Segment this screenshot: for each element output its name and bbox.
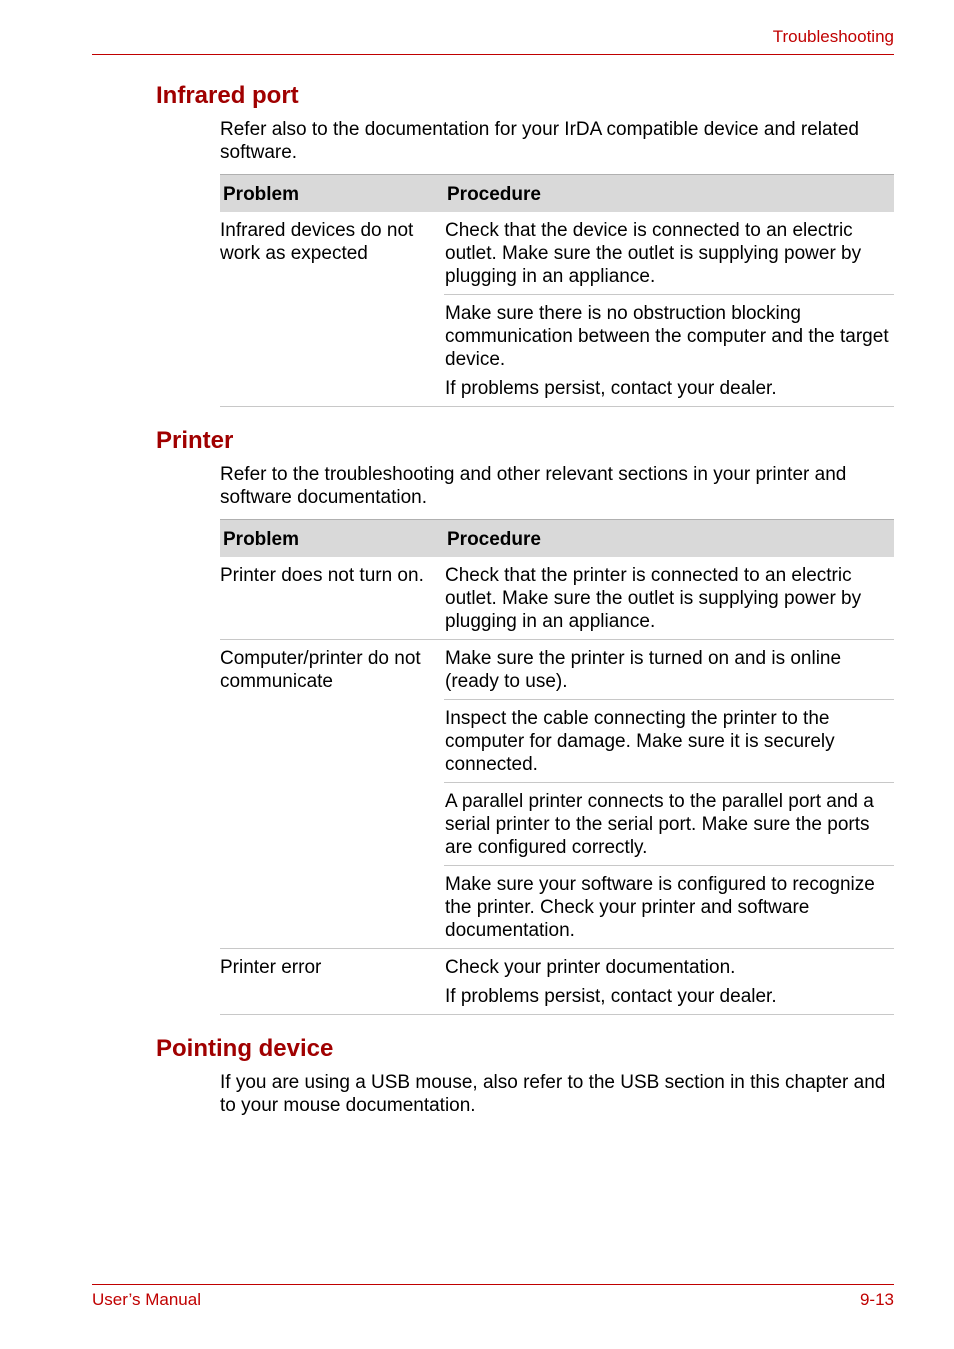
problem-cell: Printer error <box>220 949 444 1015</box>
procedure-text: Make sure your software is configured to recognize the printer. Check your printer and software documentation. <box>445 874 875 941</box>
procedure-text: Make sure the printer is turned on and is online (ready to use). <box>445 648 842 692</box>
procedure-text: Check that the printer is connected to an electric outlet. Make sure the outlet is supplying power by plugging in an appliance. <box>445 565 862 632</box>
procedure-text: If problems persist, contact your dealer. <box>445 986 777 1007</box>
footer-divider <box>92 1284 894 1285</box>
procedure-cell <box>444 700 894 783</box>
procedure-text: Inspect the cable connecting the printer to the computer for damage. Make sure it is securely connected. <box>445 708 835 775</box>
infrared-table <box>220 174 894 407</box>
page-number: 9-13 <box>859 1290 894 1309</box>
procedure-cell <box>444 783 894 866</box>
section-title-printer: Printer <box>156 427 234 454</box>
page-content <box>0 80 954 1117</box>
problem-cell: Computer/printer do not communicate <box>220 640 444 949</box>
problem-cell: Printer does not turn on. <box>220 557 444 640</box>
table-row <box>220 949 894 1015</box>
col-header-procedure: Procedure <box>444 520 894 558</box>
table-row <box>220 557 894 640</box>
procedure-text: If problems persist, contact your dealer. <box>445 378 777 399</box>
problem-cell: Infrared devices do not work as expected <box>220 212 444 407</box>
procedure-cell <box>444 295 894 407</box>
running-header: Troubleshooting <box>772 27 894 46</box>
col-header-problem: Problem <box>220 520 444 558</box>
section-title-infrared: Infrared port <box>156 82 299 109</box>
procedure-text: Check your printer documentation. <box>445 957 736 978</box>
procedure-text: A parallel printer connects to the parallel port and a serial printer to the serial port. Make sure the ports are configured correctly. <box>445 791 874 858</box>
header-divider <box>92 54 894 55</box>
section-title-pointing: Pointing device <box>156 1035 334 1062</box>
table-row <box>220 212 894 295</box>
procedure-text: Make sure there is no obstruction blocking communication between the computer and the target device. <box>445 303 889 370</box>
printer-intro: Refer to the troubleshooting and other relevant sections in your printer and software documentation. <box>220 464 847 508</box>
col-header-procedure: Procedure <box>444 175 894 213</box>
procedure-text: Check that the device is connected to an electric outlet. Make sure the outlet is supplying power by plugging in an appliance. <box>445 220 862 287</box>
procedure-cell <box>444 212 894 295</box>
pointing-intro: If you are using a USB mouse, also refer to the USB section in this chapter and to your mouse documentation. <box>220 1072 886 1116</box>
procedure-cell <box>444 640 894 700</box>
procedure-cell <box>444 949 894 1015</box>
table-row <box>220 640 894 700</box>
procedure-cell <box>444 557 894 640</box>
printer-table <box>220 519 894 1015</box>
infrared-intro: Refer also to the documentation for your IrDA compatible device and related software. <box>220 119 859 163</box>
col-header-problem: Problem <box>220 175 444 213</box>
procedure-cell <box>444 866 894 949</box>
footer-manual-title: User’s Manual <box>92 1290 201 1309</box>
